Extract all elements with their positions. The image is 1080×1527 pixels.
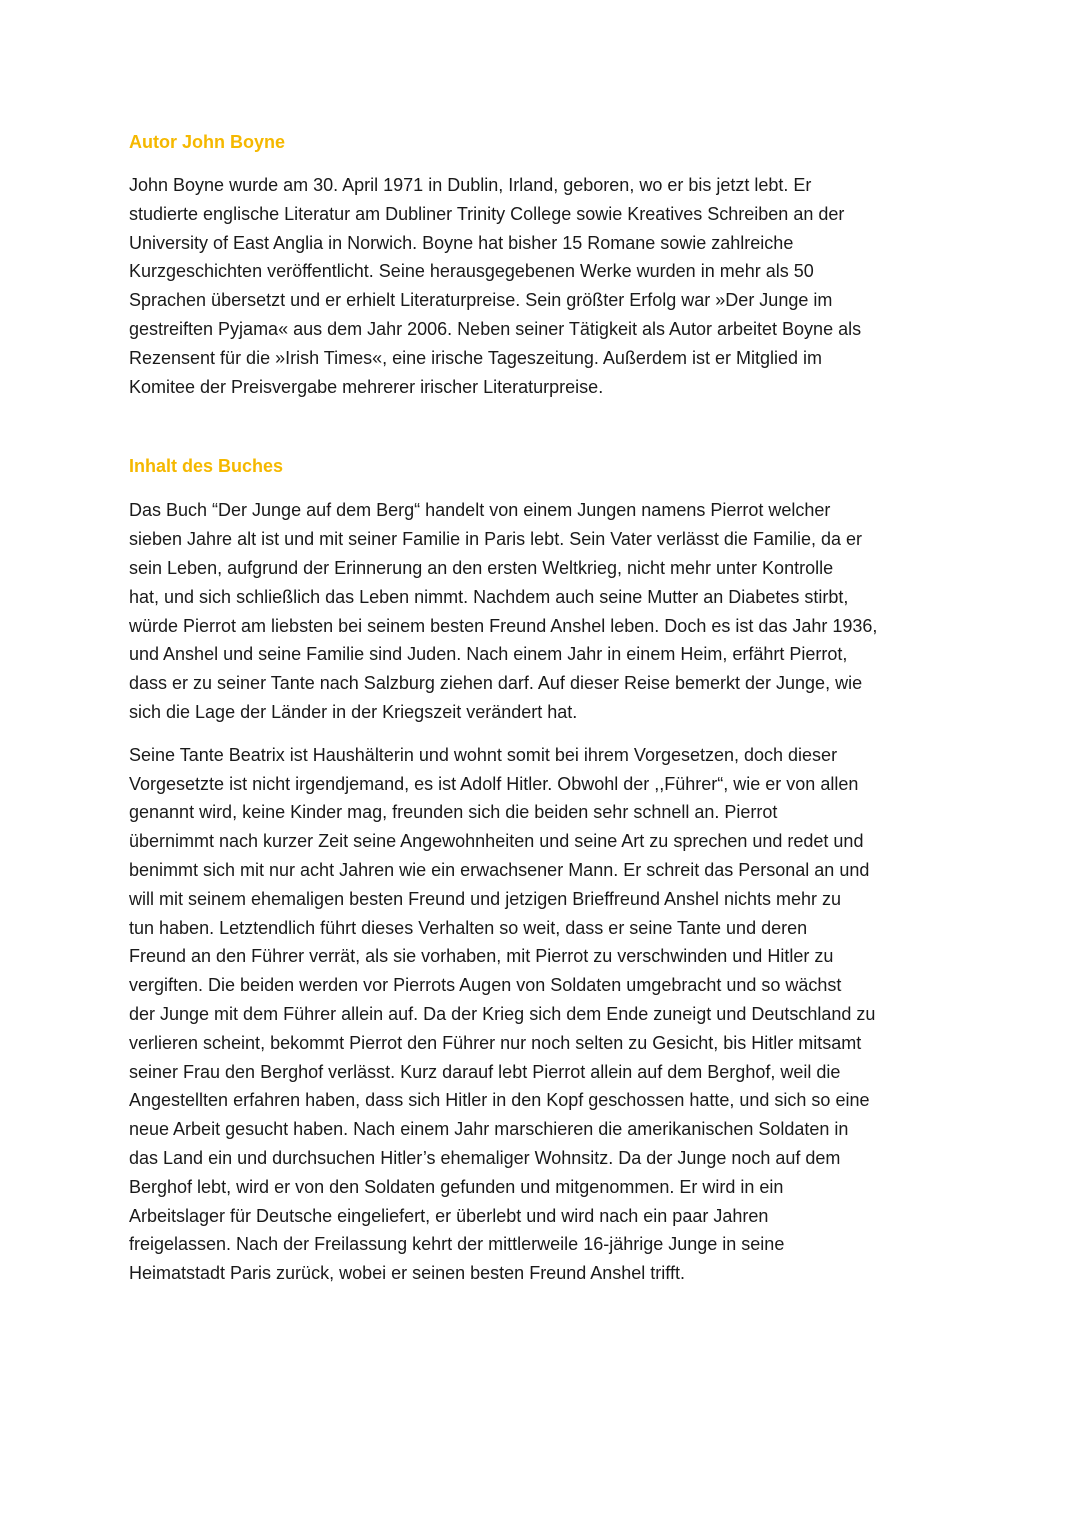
author-paragraph <box>129 171 954 401</box>
paragraph-line: das Land ein und durchsuchen Hitler’s ehemaliger Wohnsitz. Da der Junge noch auf dem <box>129 1147 841 1168</box>
paragraph-line: seiner Frau den Berghof verlässt. Kurz darauf lebt Pierrot allein auf dem Berghof, weil die <box>129 1061 841 1082</box>
paragraph-line: freigelassen. Nach der Freilassung kehrt der mittlerweile 16-jährige Junge in seine <box>129 1234 785 1255</box>
paragraph-line: genannt wird, keine Kinder mag, freunden sich die beiden sehr schnell an. Pierrot <box>129 802 778 823</box>
section-heading-content: Inhalt des Buches <box>129 456 284 477</box>
paragraph-line: Angestellten erfahren haben, dass sich Hitler in den Kopf geschossen hatte, und sich so eine <box>129 1090 870 1111</box>
content-paragraph-2 <box>129 741 954 1288</box>
paragraph-line: tun haben. Letztendlich führt dieses Verhalten so weit, dass er seine Tante und deren <box>129 917 808 938</box>
paragraph-line: gestreiften Pyjama« aus dem Jahr 2006. Neben seiner Tätigkeit als Autor arbeitet Boyne als <box>129 318 862 339</box>
paragraph-line: Das Buch “Der Junge auf dem Berg“ handelt von einem Jungen namens Pierrot welcher <box>129 500 831 521</box>
paragraph-line: Komitee der Preisvergabe mehrerer irischer Literaturpreise. <box>129 376 604 397</box>
paragraph-line: Vorgesetzte ist nicht irgendjemand, es ist Adolf Hitler. Obwohl der ,,Führer“, wie er von allen <box>129 773 859 794</box>
paragraph-line: will mit seinem ehemaligen besten Freund und jetzigen Brieffreund Anshel nichts mehr zu <box>129 888 842 909</box>
paragraph-line: würde Pierrot am liebsten bei seinem besten Freund Anshel leben. Doch es ist das Jahr 1936, <box>129 615 878 636</box>
paragraph-line: Sprachen übersetzt und er erhielt Literaturpreise. Sein größter Erfolg war »Der Junge im <box>129 290 833 311</box>
paragraph-line: studierte englische Literatur am Dubliner Trinity College sowie Kreatives Schreiben an der <box>129 203 845 224</box>
section-content <box>129 452 954 1288</box>
paragraph-line: sieben Jahre alt ist und mit seiner Familie in Paris lebt. Sein Vater verlässt die Familie, da er <box>129 529 862 550</box>
paragraph-line: sich die Lage der Länder in der Kriegszeit verändert hat. <box>129 701 578 722</box>
paragraph-line: sein Leben, aufgrund der Erinnerung an den ersten Weltkrieg, nicht mehr unter Kontrolle <box>129 557 834 578</box>
paragraph-line: University of East Anglia in Norwich. Boyne hat bisher 15 Romane sowie zahlreiche <box>129 232 794 253</box>
paragraph-line: dass er zu seiner Tante nach Salzburg ziehen darf. Auf dieser Reise bemerkt der Junge, wie <box>129 673 863 694</box>
paragraph-line: der Junge mit dem Führer allein auf. Da der Krieg sich dem Ende zuneigt und Deutschland zu <box>129 1003 876 1024</box>
paragraph-line: neue Arbeit gesucht haben. Nach einem Jahr marschieren die amerikanischen Soldaten in <box>129 1119 849 1140</box>
paragraph-line: benimmt sich mit nur acht Jahren wie ein erwachsener Mann. Er schreit das Personal an und <box>129 859 870 880</box>
paragraph-line: vergiften. Die beiden werden vor Pierrots Augen von Soldaten umgebracht und so wächst <box>129 975 842 996</box>
paragraph-line: verlieren scheint, bekommt Pierrot den Führer nur noch selten zu Gesicht, bis Hitler mitsamt <box>129 1032 862 1053</box>
paragraph-line: Arbeitslager für Deutsche eingeliefert, er überlebt und wird nach ein paar Jahren <box>129 1205 769 1226</box>
paragraph-line: Berghof lebt, wird er von den Soldaten gefunden und mitgenommen. Er wird in ein <box>129 1176 784 1197</box>
paragraph-line: Heimatstadt Paris zurück, wobei er seinen besten Freund Anshel trifft. <box>129 1263 685 1284</box>
content-paragraph-1 <box>129 496 954 726</box>
paragraph-line: Kurzgeschichten veröffentlicht. Seine herausgegebenen Werke wurden in mehr als 50 <box>129 261 814 282</box>
document-page <box>129 128 954 1288</box>
paragraph-line: Freund an den Führer verrät, als sie vorhaben, mit Pierrot zu verschwinden und Hitler zu <box>129 946 834 967</box>
paragraph-line: hat, und sich schließlich das Leben nimmt. Nachdem auch seine Mutter an Diabetes stirbt, <box>129 586 849 607</box>
paragraph-line: Seine Tante Beatrix ist Haushälterin und wohnt somit bei ihrem Vorgesetzen, doch dieser <box>129 744 838 765</box>
paragraph-line: John Boyne wurde am 30. April 1971 in Dublin, Irland, geboren, wo er bis jetzt lebt. Er <box>129 175 812 195</box>
section-author <box>129 128 954 401</box>
paragraph-line: und Anshel und seine Familie sind Juden. Nach einem Jahr in einem Heim, erfährt Pierrot, <box>129 644 848 665</box>
paragraph-line: Rezensent für die »Irish Times«, eine irische Tageszeitung. Außerdem ist er Mitglied im <box>129 347 822 368</box>
section-heading-author: Autor John Boyne <box>129 132 285 152</box>
paragraph-line: übernimmt nach kurzer Zeit seine Angewohnheiten und seine Art zu sprechen und redet und <box>129 831 864 852</box>
